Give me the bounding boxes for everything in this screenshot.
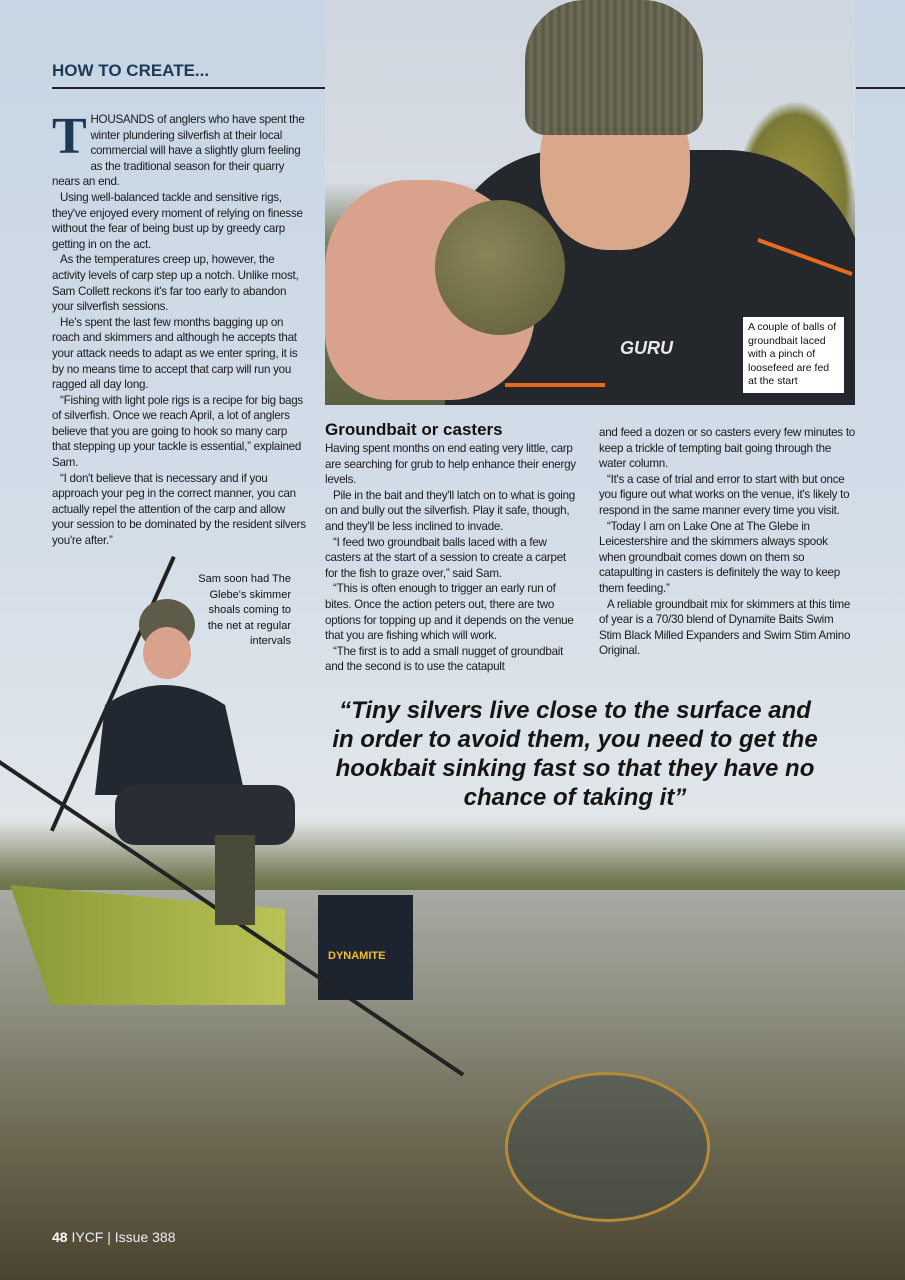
bag-brand: DYNAMITE — [328, 950, 386, 962]
body-paragraph: and feed a dozen or so casters every few minutes to keep a trickle of tempting bait going through the water column. — [599, 426, 855, 471]
intro-paragraph: “Fishing with light pole rigs is a recipe for big bags of silverfish. Once we reach April, a lot of anglers believe that you are going to hook so many carp that stepping up your tackle is essential,” explained Sam. — [52, 393, 303, 470]
photo-caption: A couple of balls of groundbait laced with a pinch of loosefeed are fed at the start — [743, 317, 844, 393]
jacket-logo: GURU — [620, 338, 673, 358]
body-paragraph: “It's a case of trial and error to start with but once you figure out what works on the venue, it's likely to respond in the same manner every time you visit. — [599, 472, 850, 517]
landing-net-with-fish — [505, 1072, 710, 1222]
groundbait-ball — [435, 200, 565, 335]
body-paragraph: “I feed two groundbait balls laced with a few casters at the start of a session to create a carpet for the fish to graze over,” said Sam. — [325, 535, 566, 580]
intro-paragraph: THOUSANDS of anglers who have spent the winter plundering silverfish at their local commercial will have a slightly glum feeling as the traditional season for their quarry nears an end. — [52, 108, 305, 189]
intro-paragraph: As the temperatures creep up, however, the activity levels of carp step up a notch. Unlike most, Sam Collett reckons it's far too early to abandon your silverfish sessions. — [52, 253, 299, 314]
body-paragraph: “The first is to add a small nugget of groundbait and the second is to use the catapult — [325, 644, 564, 674]
section-kicker: HOW TO CREATE... — [52, 61, 210, 80]
magazine-name: IYCF — [71, 1229, 104, 1245]
body-paragraph: A reliable groundbait mix for skimmers at this time of year is a 70/30 blend of Dynamite Baits Swim Stim Black Milled Expanders and Swim Stim Amino Original. — [599, 597, 851, 658]
intro-column — [52, 108, 308, 549]
intro-paragraph: He's spent the last few months bagging up on roach and skimmers and although he accepts that your attack needs to adapt as we enter spring, it is by no means time to accept that carp will run you ragged all day long. — [52, 315, 298, 392]
body-paragraph: Pile in the bait and they'll latch on to what is going on and bully out the silverfish. Play it safe, though, and they'll be less inclined to invade. — [325, 488, 576, 533]
page-footer — [52, 1229, 176, 1245]
angler-caption: Sam soon had The Glebe's skimmer shoals coming to the net at regular intervals — [198, 573, 291, 647]
body-paragraph: Having spent months on end eating very little, carp are searching for grub to help enhance their energy levels. — [325, 442, 576, 487]
intro-paragraph: “I don't believe that is necessary and if you approach your peg in the correct manner, you can actually repel the attention of the carp and allow your session to be dominated by the resident silvers you're after.” — [52, 471, 306, 548]
section-heading: Groundbait or casters — [325, 420, 503, 439]
footer-separator: | — [107, 1229, 111, 1245]
header-rule — [52, 87, 325, 89]
issue-number: Issue 388 — [114, 1229, 176, 1245]
drop-cap: T — [52, 108, 87, 165]
body-column-2 — [325, 441, 581, 675]
body-column-3 — [599, 425, 857, 659]
pull-quote: “Tiny silvers live close to the surface and in order to avoid them, you need to get the hookbait sinking fast so that they have no chance of taking it” — [332, 697, 818, 811]
page-number: 48 — [52, 1229, 68, 1245]
header-rule-right — [856, 87, 905, 89]
body-paragraph: “This is often enough to trigger an early run of bites. Once the action peters out, there are two options for topping up and it depends on the venue that you are fishing which will work. — [325, 582, 574, 643]
intro-paragraph: Using well-balanced tackle and sensitive rigs, they've enjoyed every moment of relying on finesse without the fear of being bust up by greedy carp getting in on the act. — [52, 190, 303, 251]
body-paragraph: “Today I am on Lake One at The Glebe in Leicestershire and the skimmers always spook when groundbait comes down on them so catapulting in casters is definitely the way to keep them feeding.” — [599, 519, 840, 595]
